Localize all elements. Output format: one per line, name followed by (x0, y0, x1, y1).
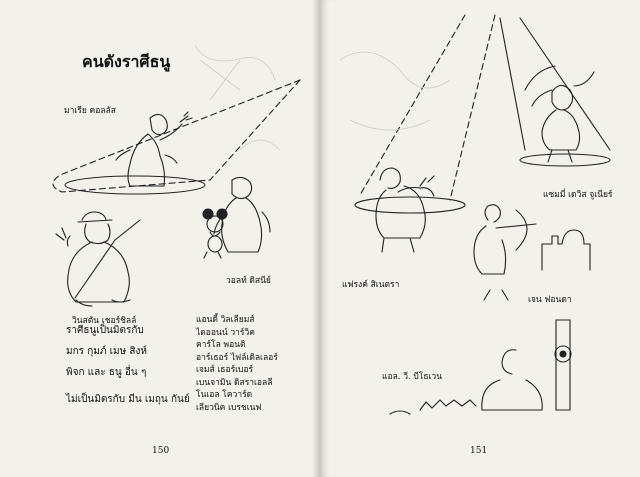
list-item: แอนดี้ วิลเลียมส์ (196, 315, 255, 325)
caption-frank: แฟรงค์ สิเนตรา (342, 280, 400, 290)
friends-line-1: มกร กุมภ์ เมษ สิงห์ (66, 346, 147, 357)
right-page (320, 0, 640, 477)
page-title: คนดังราศีธนู (82, 52, 171, 71)
compatibility-block (66, 320, 190, 410)
friends-heading: ราศีธนูเป็นมิตรกับ (66, 325, 144, 336)
caption-winston: วินสตัน เชอร์ชิลล์ (72, 316, 137, 326)
caption-jane: เจน ฟอนดา (528, 295, 572, 305)
caption-walt: วอลท์ ดิสนีย์ (226, 276, 271, 286)
page-number-left: 150 (152, 446, 170, 456)
caption-maria: มาเรีย คอลลัส (64, 106, 116, 116)
list-item: เบนจามิน ดิสราเอลลี (196, 377, 273, 388)
caption-alan: แอล. วี. บีโธเวน (382, 372, 443, 382)
list-item: โนเอล โควาร์ด (196, 390, 253, 400)
not-friends-line: ไม่เป็นมิตรกับ มีน เมถุน กันย์ (66, 394, 190, 405)
list-item: อาร์เธอร์ ไฟล์เดิลเลอร์ (196, 352, 278, 363)
friends-line-2: พิจก และ ธนู อื่น ๆ (66, 367, 147, 378)
people-list (196, 314, 278, 414)
list-item: ไดออนน์ วาร์วิค (196, 327, 255, 338)
right-page-illustrations (320, 0, 640, 477)
list-item: เจมส์ เธอร์เบอร์ (196, 365, 254, 375)
page-number-right: 151 (470, 446, 488, 456)
list-item: เลียวนิค เบรชเนฟ (196, 402, 262, 413)
list-item: คาร์โล พอนติ (196, 340, 246, 350)
caption-sammy: แซมมี่ เดวิส จูเนียร์ (543, 190, 613, 200)
